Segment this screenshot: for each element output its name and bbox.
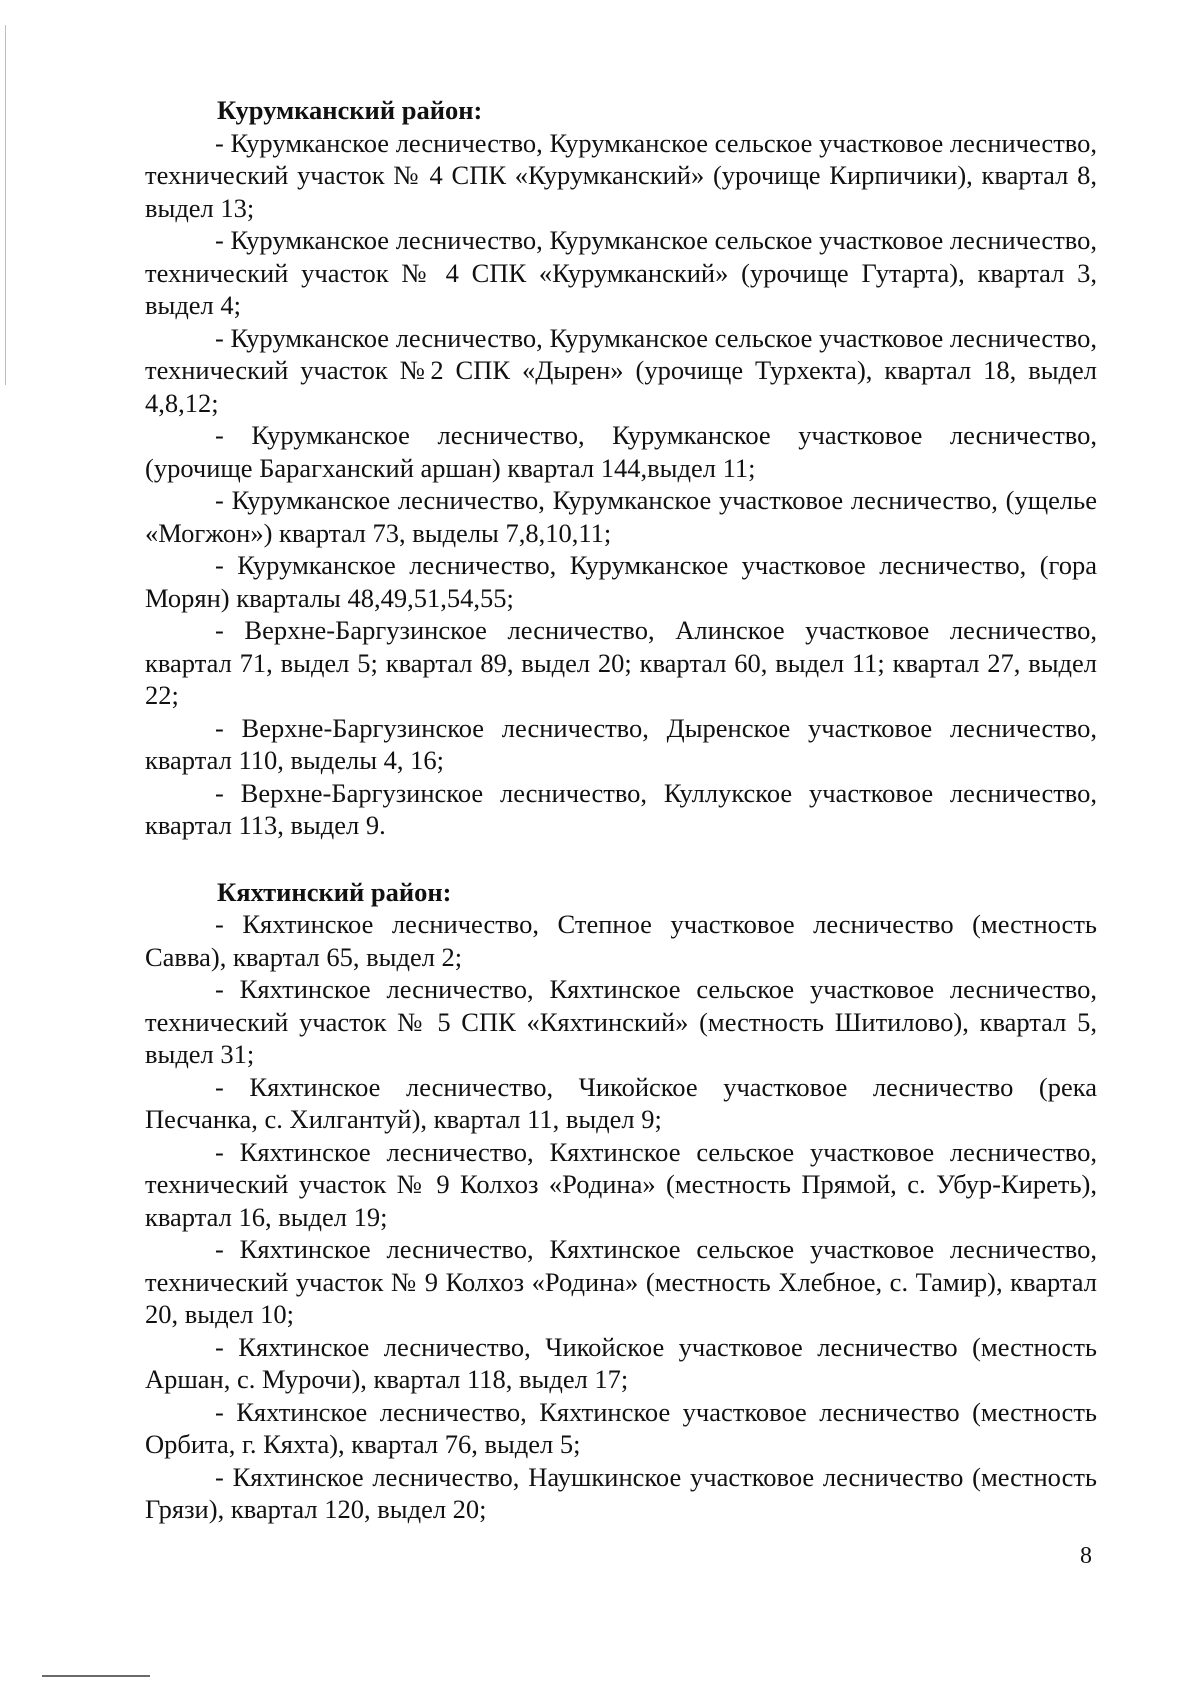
section-spacer xyxy=(145,842,1097,876)
section-heading-kurumkan: Курумканский район: xyxy=(217,95,483,125)
list-item: - Курумканское лесничество, Курумканское сельское участковое лесничество, технический участок № 4 СПК «Курумканский» (урочище Кирпичики), квартал 8, выдел 13; xyxy=(145,127,1097,223)
list-item: - Кяхтинское лесничество, Степное участковое лесничество (местность Савва), квартал 65, выдел 2; xyxy=(145,909,1097,972)
list-item: - Кяхтинское лесничество, Кяхтинское участковое лесничество (местность Орбита, г. Кяхта), квартал 76, выдел 5; xyxy=(145,1396,1097,1459)
list-item: - Курумканское лесничество, Курумканское участковое лесничество, (гора Морян) кварталы 48,49,51,54,55; xyxy=(145,550,1097,613)
scan-edge-line xyxy=(5,25,6,385)
list-item: - Верхне-Баргузинское лесничество, Куллукское участковое лесничество, квартал 113, выдел 9. xyxy=(145,777,1097,840)
list-item: - Кяхтинское лесничество, Чикойское участковое лесничество (местность Аршан, с. Мурочи), квартал 118, выдел 17; xyxy=(145,1331,1097,1394)
list-item: - Курумканское лесничество, Курумканское сельское участковое лесничество, технический участок №2 СПК «Дырен» (урочище Турхекта), квартал 18, выдел 4,8,12; xyxy=(145,322,1097,418)
list-item: - Курумканское лесничество, Курумканское сельское участковое лесничество, технический участок № 4 СПК «Курумканский» (урочище Гутарта), квартал 3, выдел 4; xyxy=(145,225,1097,320)
list-item: - Кяхтинское лесничество, Кяхтинское сельское участковое лесничество, технический участок № 9 Колхоз «Родина» (местность Прямой, с. Убур-Киреть), квартал 16, выдел 19; xyxy=(145,1136,1097,1232)
list-item: - Кяхтинское лесничество, Наушкинское участковое лесничество (местность Грязи), квартал 120, выдел 20; xyxy=(145,1461,1097,1524)
list-item: - Курумканское лесничество, Курумканское участковое лесничество, (урочище Барагханский аршан) квартал 144,выдел 11; xyxy=(145,420,1097,483)
page-number: 8 xyxy=(1080,1543,1092,1569)
list-item: - Верхне-Баргузинское лесничество, Дыренское участковое лесничество, квартал 110, выделы 4, 16; xyxy=(145,712,1097,775)
list-item: - Кяхтинское лесничество, Кяхтинское сельское участковое лесничество, технический участок № 9 Колхоз «Родина» (местность Хлебное, с. Тамир), квартал 20, выдел 10; xyxy=(145,1234,1097,1329)
bottom-rule-line xyxy=(42,1675,150,1677)
document-body xyxy=(145,94,1097,1526)
list-item: - Кяхтинское лесничество, Чикойское участковое лесничество (река Песчанка, с. Хилгантуй), квартал 11, выдел 9; xyxy=(145,1071,1097,1134)
list-item: - Кяхтинское лесничество, Кяхтинское сельское участковое лесничество, технический участок № 5 СПК «Кяхтинский» (местность Шитилово), квартал 5, выдел 31; xyxy=(145,974,1097,1069)
list-item: - Курумканское лесничество, Курумканское участковое лесничество, (ущелье «Могжон») квартал 73, выделы 7,8,10,11; xyxy=(145,485,1097,548)
list-item: - Верхне-Баргузинское лесничество, Алинское участковое лесничество, квартал 71, выдел 5; квартал 89, выдел 20; квартал 60, выдел 11; квартал 27, выдел 22; xyxy=(145,615,1097,710)
section-heading-kyakhta: Кяхтинский район: xyxy=(217,876,452,907)
